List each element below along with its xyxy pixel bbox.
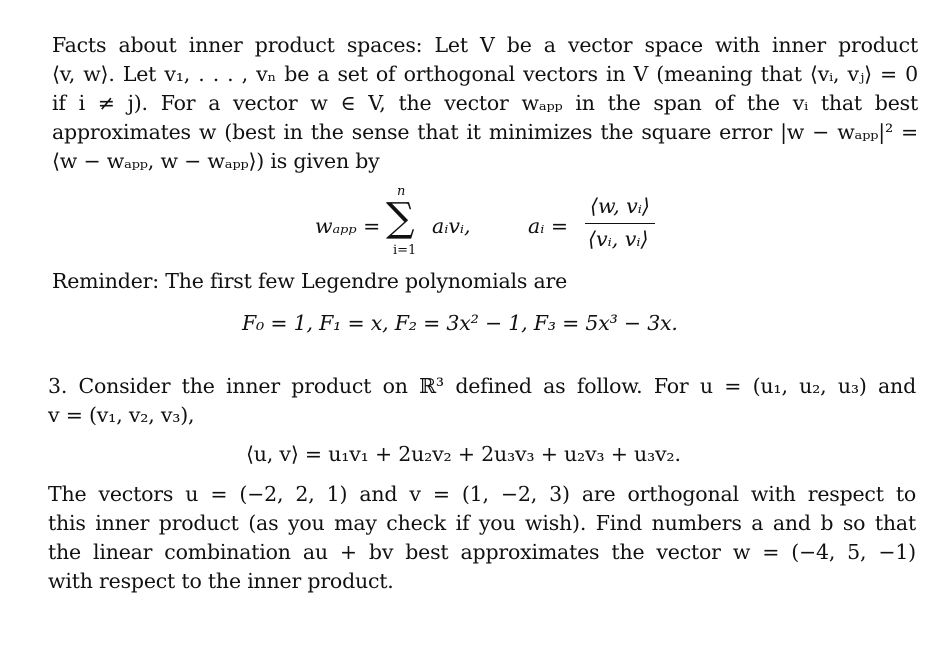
- reminder-text: Reminder: The first few Legendre polynomials are: [52, 269, 568, 293]
- summation-sign: ∑: [386, 195, 415, 241]
- problem-line-2: v = (v₁, v₂, v₃),: [48, 403, 195, 427]
- sum-upper-limit: n: [397, 184, 406, 199]
- fraction-numerator: ⟨w, vᵢ⟩: [590, 194, 650, 218]
- legendre-polynomials: F₀ = 1, F₁ = x, F₂ = 3x² − 1, F₃ = 5x³ − 3x.: [242, 311, 678, 335]
- facts-line-1: Facts about inner product spaces: Let V be a vector space with inner product: [52, 33, 918, 57]
- coefficient-lhs: aᵢ =: [528, 214, 569, 238]
- formula-lhs: wₐₚₚ =: [315, 214, 381, 238]
- inner-product-formula: ⟨u, v⟩ = u₁v₁ + 2u₂v₂ + 2u₃v₃ + u₂v₃ + u₃v₂.: [246, 442, 681, 466]
- summand: aᵢvᵢ,: [432, 214, 471, 238]
- facts-line-3: if i ≠ j). For a vector w ∈ V, the vector wₐₚₚ in the span of the vᵢ that best: [52, 91, 918, 115]
- fraction-denominator: ⟨vᵢ, vᵢ⟩: [588, 227, 649, 251]
- problem-line-4: this inner product (as you may check if you wish). Find numbers a and b so that: [48, 511, 916, 535]
- problem-line-6: with respect to the inner product.: [48, 569, 394, 593]
- facts-line-5: ⟨w − wₐₚₚ, w − wₐₚₚ⟩) is given by: [52, 149, 380, 173]
- facts-line-4: approximates w (best in the sense that it minimizes the square error |w − wₐₚₚ|² =: [52, 120, 918, 144]
- problem-line-3: The vectors u = (−2, 2, 1) and v = (1, −2, 3) are orthogonal with respect to: [48, 482, 916, 506]
- sum-lower-limit: i=1: [393, 243, 417, 258]
- fraction-bar: [585, 223, 655, 224]
- facts-line-2: ⟨v, w⟩. Let v₁, . . . , vₙ be a set of orthogonal vectors in V (meaning that ⟨vᵢ, vⱼ⟩ = 0: [52, 62, 918, 86]
- problem-line-1: 3. Consider the inner product on ℝ³ defined as follow. For u = (u₁, u₂, u₃) and: [48, 374, 916, 398]
- problem-line-5: the linear combination au + bv best approximates the vector w = (−4, 5, −1): [48, 540, 916, 564]
